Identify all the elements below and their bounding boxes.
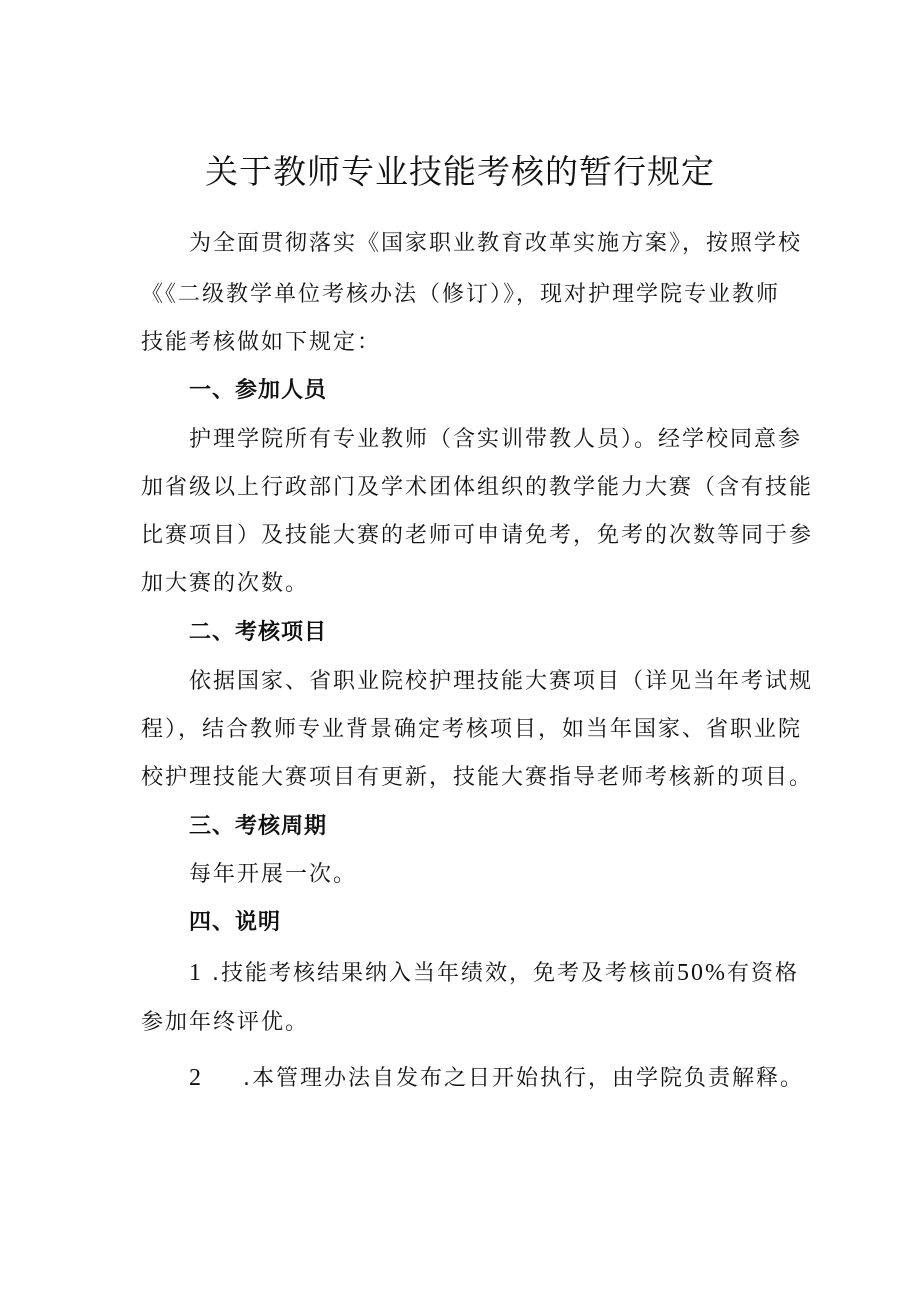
section-1-line-3: 比赛项目）及技能大赛的老师可申请免考，免考的次数等同于参 — [141, 523, 814, 548]
section-2-line-3: 校护理技能大赛项目有更新，技能大赛指导老师考核新的项目。 — [141, 765, 814, 790]
section-2-heading: 二、考核项目 — [189, 620, 328, 645]
section-1-line-4: 加大赛的次数。 — [141, 571, 310, 596]
intro-line-1: 为全面贯彻落实《国家职业教育改革实施方案》，按照学校 — [189, 231, 803, 256]
section-3-heading: 三、考核周期 — [189, 814, 328, 839]
item-1-text-b: 有资格 — [727, 961, 800, 986]
intro-line-3: 技能考核做如下规定： — [141, 330, 382, 355]
section-1-line-1: 护理学院所有专业教师（含实训带教人员）。经学校同意参 — [189, 427, 803, 452]
item-1-text-a: .技能考核结果纳入当年绩效，免考及考核前 — [212, 961, 677, 986]
section-1-line-2: 加省级以上行政部门及学术团体组织的教学能力大赛（含有技能 — [141, 475, 814, 500]
item-1-number: 1 — [189, 960, 203, 986]
section-2-line-1: 依据国家、省职业院校护理技能大赛项目（详见当年考试规 — [189, 669, 814, 694]
item-2-number: 2 — [189, 1065, 203, 1091]
section-4-item-1-line-2: 参加年终评优。 — [141, 1010, 310, 1035]
section-1-heading: 一、参加人员 — [189, 378, 328, 403]
intro-line-2: 《《二级教学单位考核办法（修订）》，现对护理学院专业教师 — [141, 282, 781, 307]
section-4-heading: 四、说明 — [189, 910, 282, 935]
item-1-percent: 50% — [677, 960, 727, 986]
section-3-line-1: 每年开展一次。 — [189, 862, 358, 887]
item-2-text: .本管理办法自发布之日开始执行，由学院负责解释。 — [243, 1066, 804, 1091]
section-4-item-1 — [189, 958, 849, 989]
section-4-item-2 — [189, 1063, 849, 1094]
document-title: 关于教师专业技能考核的暂行规定 — [205, 152, 715, 191]
section-2-line-2: 程），结合教师专业背景确定考核项目，如当年国家、省职业院 — [141, 717, 803, 742]
